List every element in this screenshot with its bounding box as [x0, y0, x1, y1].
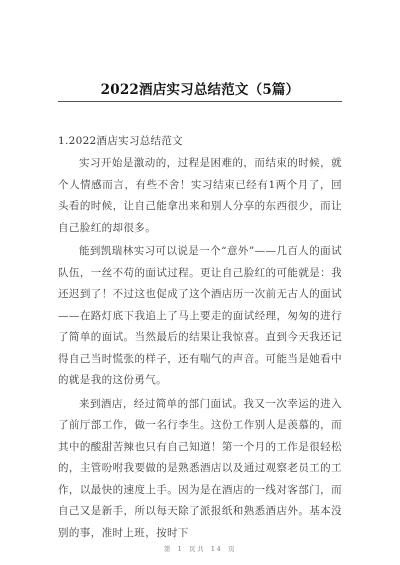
section-heading: 1.2022酒店实习总结范文 [58, 135, 183, 147]
footer-page-unit: 页共 [189, 545, 206, 553]
paragraph: 来到酒店，经过简单的部门面试。我又一次幸运的进入了前厅部工作，做一名行李生。这份工作别人是羡慕的，而其中的酸甜苦辣也只有自己知道！第一个月的工作是很轻松的，主管吩咐我要做的是熟悉酒店以及通过观察老员工的工作，以最快的速度上手。因为是在酒店的一线对客部门，而自己又是新手，所以每天除了派报纸和熟悉酒店外。基本没别的事，准时上班，按时下 [58, 397, 342, 539]
paragraph: 能到凯瑞林实习可以说是一个“意外”——几百人的面试队伍，一丝不苟的面试过程。更让自己脸红的可能就是：我还迟到了！不过这也促成了这个酒店历一次前无古人的面试——在路灯底下我追上了马上要走的面试经理，匆匆的进行了简单的面试。当然最后的结果让我惊喜。直到今天我还记得自己当时慌张的样子，还有喘气的声音。可能当是她看中的就是我的这份勇气。 [58, 245, 342, 386]
footer-page-label: 第 [163, 545, 172, 553]
footer-current-page: 1 [177, 545, 184, 553]
page-footer [0, 544, 400, 553]
body-text [58, 153, 342, 546]
title-divider [58, 101, 342, 102]
footer-total-unit: 页 [228, 545, 237, 553]
paragraph: 实习开始是激动的，过程是困难的，而结束的时候，就个人情感而言，有些不舍！实习结束已经有1两个月了，回头看的时候，让自己能拿出来和别人分享的东西很少，而让自己脸红的却很多。 [58, 157, 342, 234]
document-title: 2022酒店实习总结范文（5篇） [100, 82, 300, 98]
footer-total-pages: 14 [210, 545, 223, 553]
